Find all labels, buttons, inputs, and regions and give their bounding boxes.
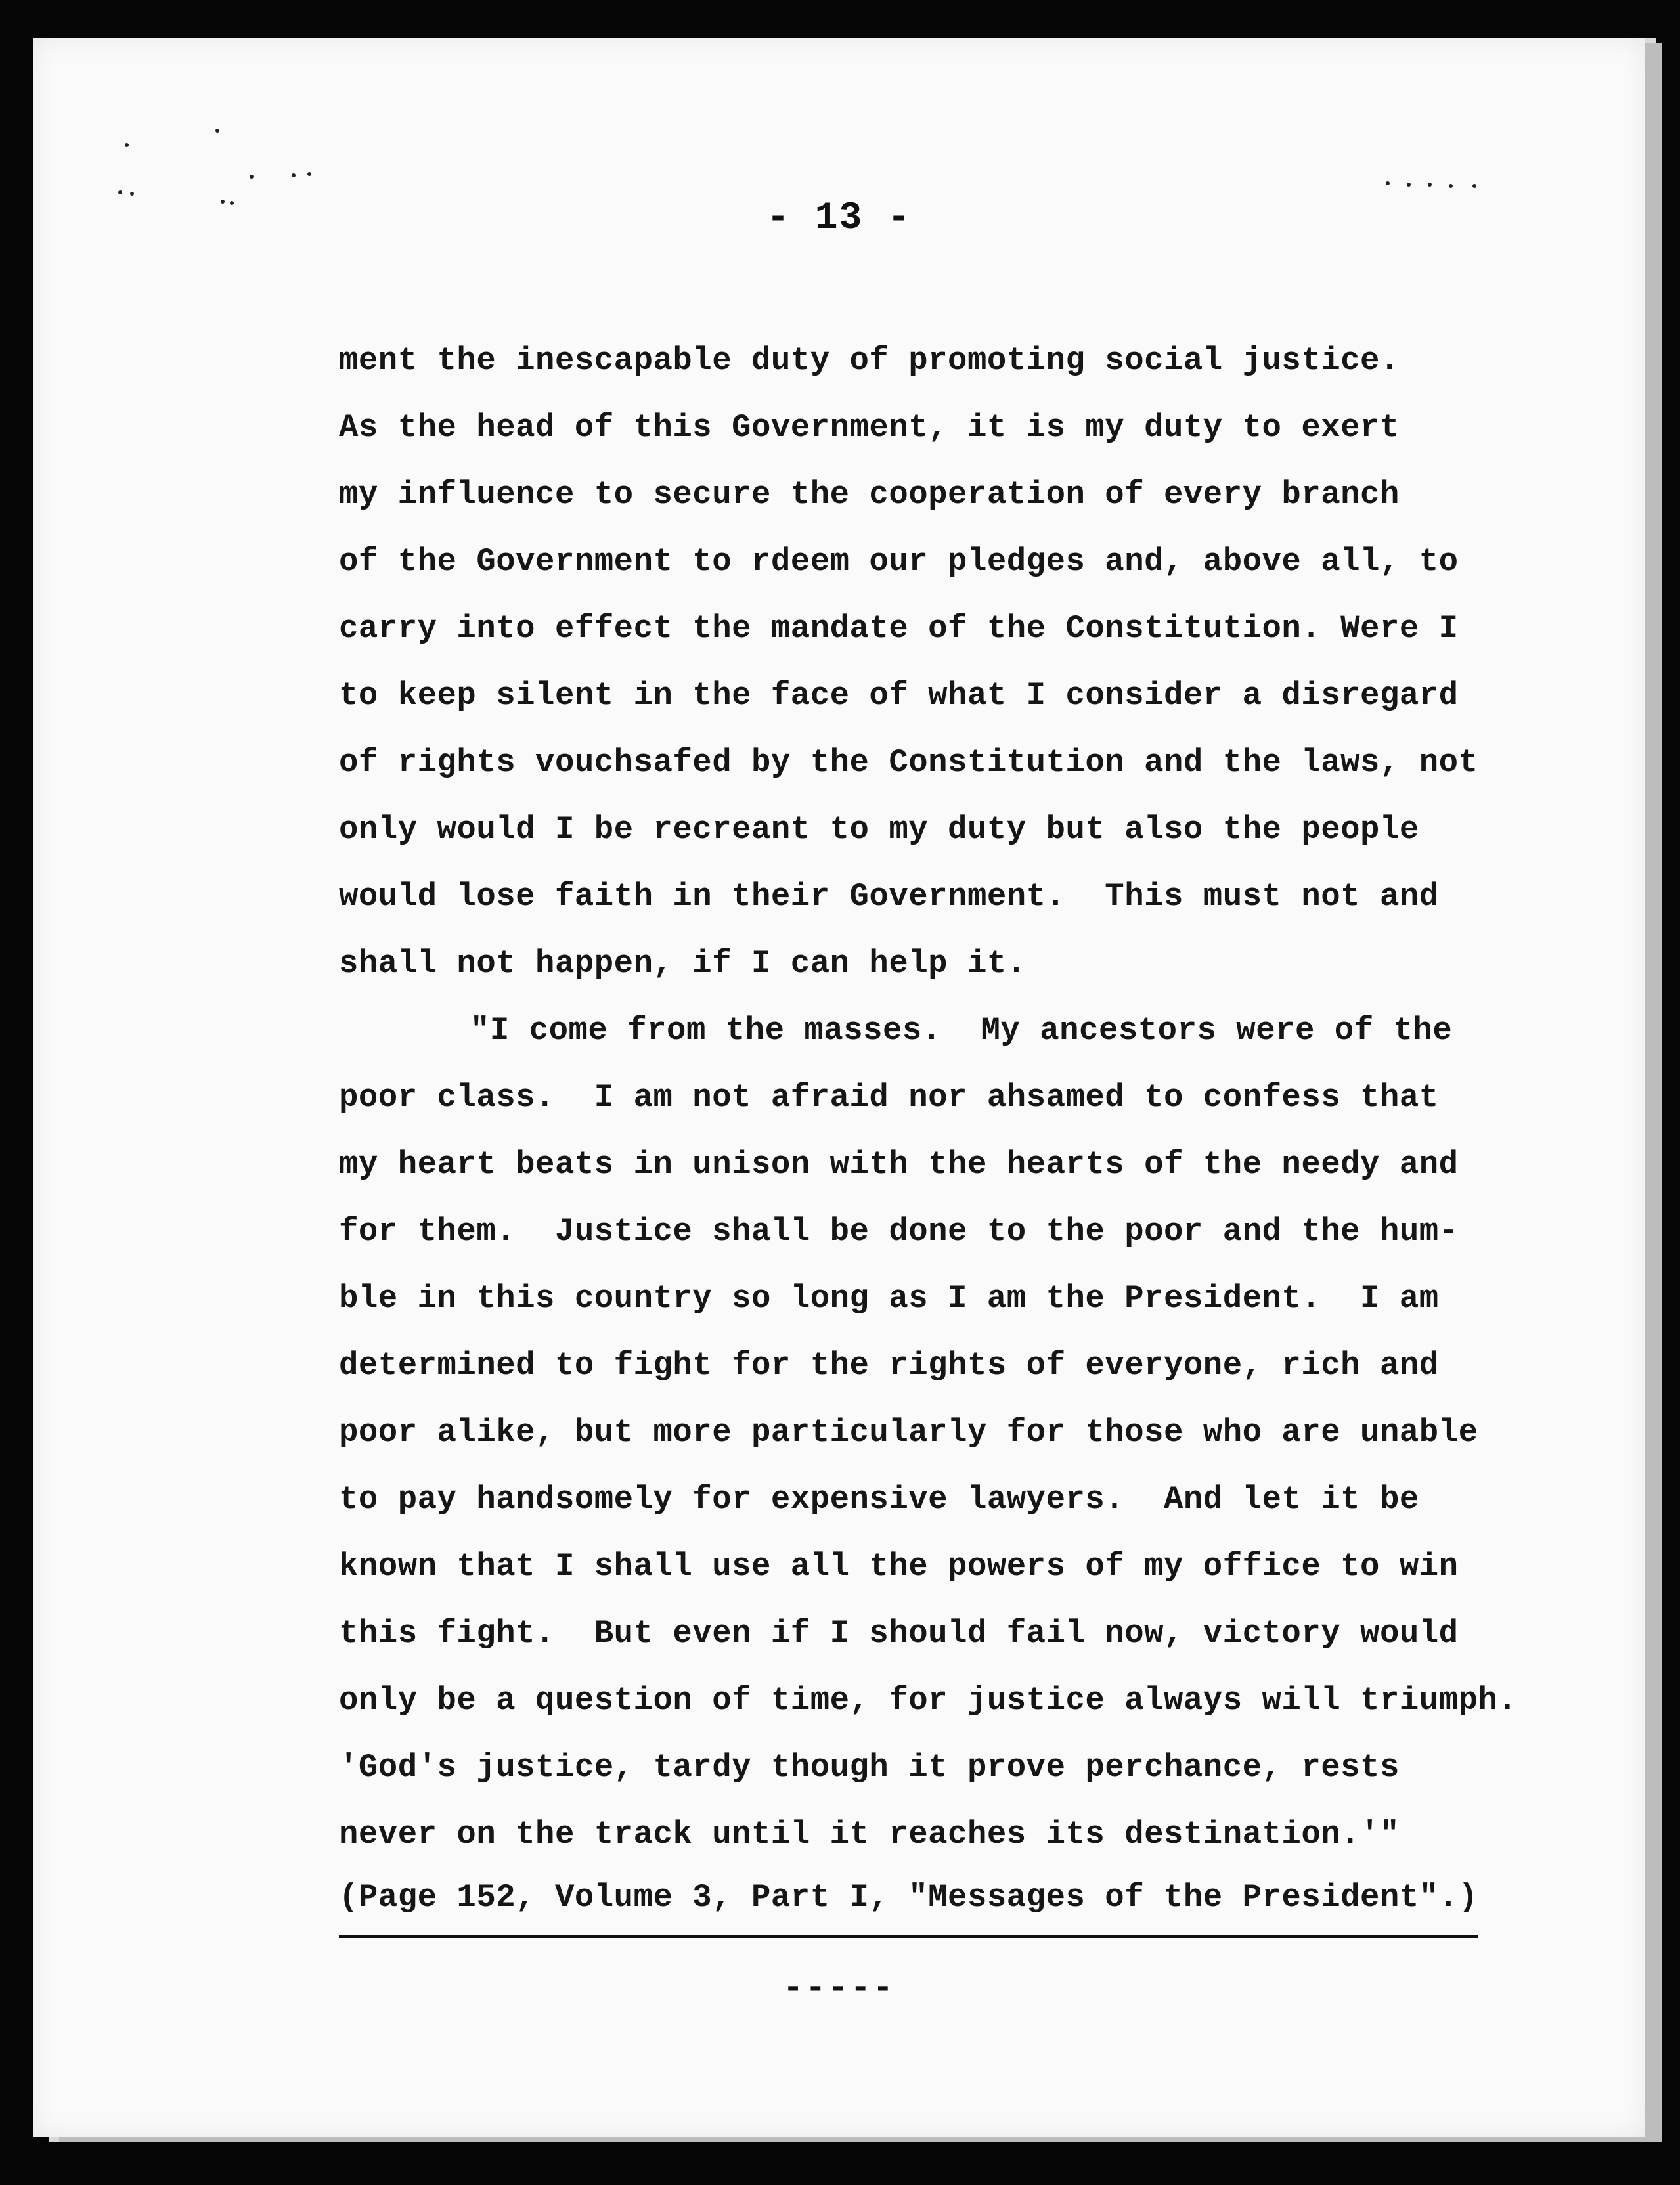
text-line: would lose faith in their Government. This must not and <box>339 878 1439 915</box>
text-line: known that I shall use all the powers of my office to win <box>339 1548 1459 1585</box>
scan-speck <box>118 190 122 194</box>
text-line: of rights vouchsafed by the Constitution and the laws, not <box>339 744 1478 781</box>
text-line: for them. Justice shall be done to the poor and the hum- <box>339 1213 1459 1250</box>
text-line: only be a question of time, for justice always will triumph. <box>339 1682 1518 1719</box>
scan-speck <box>250 175 254 179</box>
text-line: never on the track until it reaches its destination.'" <box>339 1816 1400 1853</box>
document-page <box>33 38 1645 2137</box>
text-line: this fight. But even if I should fail now, victory would <box>339 1615 1459 1652</box>
text-line: As the head of this Government, it is my duty to exert <box>339 409 1400 446</box>
scan-speck <box>1407 183 1411 187</box>
scan-speck <box>1386 181 1390 185</box>
text-line: ment the inescapable duty of promoting social justice. <box>339 342 1400 379</box>
text-line: only would I be recreant to my duty but also the people <box>339 811 1419 848</box>
scan-speck <box>130 192 134 196</box>
text-line: carry into effect the mandate of the Constitution. Were I <box>339 610 1459 647</box>
text-line: determined to fight for the rights of everyone, rich and <box>339 1347 1439 1384</box>
text-line: poor class. I am not afraid nor ahsamed to confess that <box>339 1079 1439 1116</box>
text-line: to keep silent in the face of what I consider a disregard <box>339 677 1459 714</box>
scan-speck <box>307 172 311 176</box>
text-line: poor alike, but more particularly for those who are unable <box>339 1414 1478 1451</box>
scan-speck <box>125 143 129 147</box>
body-text <box>339 327 1574 1938</box>
text-line: to pay handsomely for expensive lawyers. And let it be <box>339 1481 1419 1518</box>
page-number: - 13 - <box>766 197 912 240</box>
scan-speck <box>1449 184 1453 188</box>
scan-speck <box>215 129 219 133</box>
paragraph-start-line: "I come from the masses. My ancestors were of the <box>470 1012 1453 1049</box>
scan-speck <box>292 173 296 177</box>
text-line: ble in this country so long as I am the President. I am <box>339 1280 1439 1317</box>
scan-speck <box>1428 183 1432 187</box>
text-line: my heart beats in unison with the hearts of the needy and <box>339 1146 1459 1183</box>
text-line: 'God's justice, tardy though it prove perchance, rests <box>339 1749 1400 1786</box>
scan-speck <box>1472 184 1476 188</box>
text-line: of the Government to rdeem our pledges and, above all, to <box>339 543 1459 580</box>
text-line: shall not happen, if I can help it. <box>339 945 1027 982</box>
closing-rule: ----- <box>782 1969 896 2008</box>
citation: (Page 152, Volume 3, Part I, "Messages of the President".) <box>339 1868 1478 1938</box>
text-line: my influence to secure the cooperation of every branch <box>339 476 1400 513</box>
